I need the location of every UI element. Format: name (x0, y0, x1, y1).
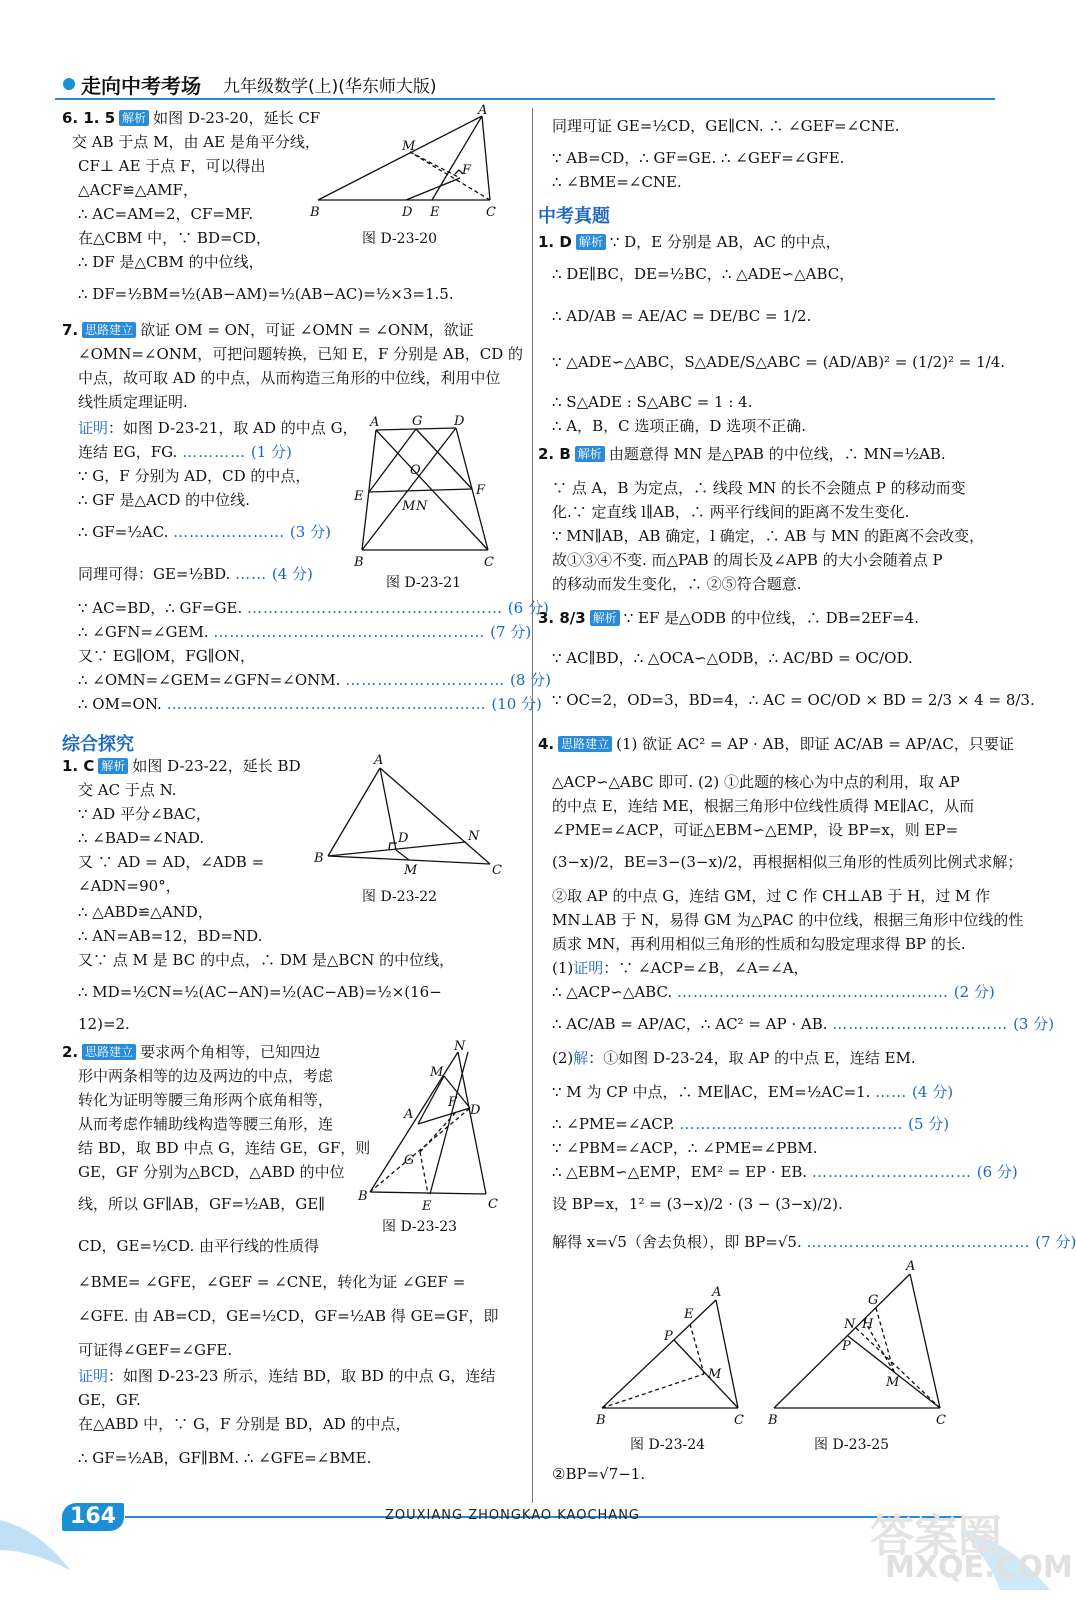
c1-line: 1. C 解析 如图 D-23-22，延长 BD (62, 757, 301, 775)
analysis-tag: 解析 (590, 610, 620, 626)
proof-line: ∴ OM=ON. …………………………………………………… (10 分) (78, 695, 542, 713)
svg-text:C: C (734, 1413, 744, 1428)
text-line: ∴ DF 是△CBM 的中位线， (78, 253, 264, 271)
proof-line: ∴ △ACP∽△ABC. …………………………………………… (2 分) (552, 983, 995, 1001)
text-line: 故①③④不变. 而△PAB 的周长及∠APB 的大小会随着点 P (552, 551, 943, 569)
svg-text:C: C (488, 1197, 498, 1212)
svg-text:G: G (868, 1293, 879, 1308)
text-line: 在△CBM 中，∵ BD=CD， (78, 229, 272, 247)
q7-line: 7. 思路建立 欲证 OM = ON，可证 ∠OMN = ∠ONM，欲证 (62, 321, 474, 339)
svg-text:D: D (470, 1103, 481, 1118)
proof-line: ∴ △EBM∽△EMP，EM² = EP · EB. ………………………… (6 分) (552, 1163, 1018, 1181)
svg-text:E: E (422, 1199, 432, 1214)
text-line: (3−x)/2，BE=3−(3−x)/2，再根据相似三角形的性质列比例式求解； (552, 853, 1023, 871)
proof-line: (1)证明：∵ ∠ACP=∠B，∠A=∠A， (552, 959, 809, 977)
svg-text:F: F (462, 163, 472, 178)
figure-caption: 图 D-23-22 (362, 889, 438, 905)
text-line: 线，所以 GF∥AB，GF=½AB，GE∥ (78, 1195, 326, 1213)
text-line: 从而考虑作辅助线构造等腰三角形，连 (78, 1115, 334, 1133)
analysis-tag: 解析 (119, 110, 149, 126)
idea-tag: 思路建立 (82, 322, 136, 338)
svg-text:C: C (484, 555, 494, 570)
figure-d-23-22 (314, 753, 504, 878)
figure-caption: 图 D-23-24 (630, 1437, 706, 1453)
text-line: ∠BME= ∠GFE，∠GEF = ∠CNE，转化为证 ∠GEF = (78, 1273, 466, 1291)
page-footer (0, 1490, 1073, 1600)
text-line: ∴ MD=½CN=½(AC−AN)=½(AC−AB)=½×(16− (78, 983, 442, 1001)
u1-line: 3. 8/3 解析 ∵ EF 是△ODB 的中位线，∴ DB=2EF=4. (538, 609, 919, 627)
svg-text:M: M (404, 863, 418, 878)
text-line: ∴ AN=AB=12，BD=ND. (78, 927, 263, 945)
text-line: ∠GFE. 由 AB=CD，GE=½CD，GF=½AB 得 GE=GF，即 (78, 1307, 499, 1325)
svg-text:O: O (410, 463, 421, 478)
proof-line: 证明：如图 D-23-21，取 AD 的中点 G， (78, 419, 358, 437)
svg-text:N: N (454, 1039, 466, 1054)
figure-caption: 图 D-23-25 (814, 1437, 890, 1453)
text-line: 化.∵ 定直线 l∥AB，∴ 两平行线间的距离不发生变化. (552, 503, 910, 521)
text-line: ∠OMN=∠ONM，可把问题转换，已知 E，F 分别是 AB，CD 的 (78, 345, 524, 363)
text-line: ∵ △ADE∽△ABC，S△ADE/S△ABC = (AD/AB)² = (1/2)² = 1/4. (552, 353, 1006, 371)
figure-d-23-21 (354, 414, 504, 570)
text-line: ∴ AD/AB = AE/AC = DE/BC = 1/2. (552, 307, 812, 325)
text-line: 同理可证 GE=½CD，GE∥CN. ∴ ∠GEF=∠CNE. (552, 117, 900, 135)
svg-text:M: M (430, 1065, 444, 1080)
text-line: 的中点 E，连结 ME，根据三角形中位线性质得 ME∥AC，从而 (552, 797, 975, 815)
text-line: ∵ OC=2，OD=3，BD=4，∴ AC = OC/OD × BD = 2/3 × 4 = 8/3. (552, 691, 1035, 709)
text-line: ∴ ∠BAD=∠NAD. (78, 829, 205, 847)
svg-text:M: M (886, 1375, 900, 1390)
proof-line: ∵ M 为 CP 中点，∴ ME∥AC，EM=½AC=1. …… (4 分) (552, 1083, 954, 1101)
text-line: ∴ △ABD≌△AND， (78, 903, 213, 921)
proof-line: 解得 x=√5（舍去负根），即 BP=√5. …………………………………… (7 分) (552, 1233, 1076, 1251)
svg-text:E: E (354, 489, 364, 504)
figure-d-23-20 (310, 103, 500, 220)
book-brand: 走向中考考场 (81, 74, 201, 98)
text-line: CF⊥ AE 于点 F，可以得出 (78, 157, 266, 175)
text-line: 的移动而发生变化，∴ ②⑤符合题意. (552, 575, 802, 593)
text-line: ∵ MN∥AB，AB 确定，l 确定，∴ AB 与 MN 的距离不会改变， (552, 527, 985, 545)
svg-text:A: A (712, 1285, 722, 1300)
text-line: 中点，故可取 AD 的中点，从而构造三角形的中位线，利用中位 (78, 369, 501, 387)
column-divider (532, 108, 533, 1503)
svg-text:D: D (398, 831, 409, 846)
footer-series-title: ZOUXIANG ZHONGKAO KAOCHANG (385, 1508, 640, 1523)
page-number: 164 (62, 1503, 124, 1531)
text-line: ∠ADN=90°， (78, 877, 181, 895)
svg-text:H: H (862, 1317, 874, 1332)
text-line: ∵ ∠PBM=∠ACP，∴ ∠PME=∠PBM. (552, 1139, 818, 1157)
text-line: ∴ A，B，C 选项正确，D 选项不正确. (552, 417, 806, 435)
text-line: 又∵ 点 M 是 BC 的中点，∴ DM 是△BCN 的中位线， (78, 951, 455, 969)
text-line: 在△ABD 中，∵ G，F 分别是 BD，AD 的中点， (78, 1415, 411, 1433)
text-line: 设 BP=x，1² = (3−x)/2 · (3 − (3−x)/2). (552, 1195, 843, 1213)
svg-text:A: A (906, 1259, 916, 1274)
svg-text:B: B (358, 1189, 368, 1204)
svg-text:M: M (402, 139, 416, 154)
text-line: 线性质定理证明. (78, 393, 188, 411)
text-line: △ACP∽△ABC 即可. (2) ①此题的核心为中点的利用，取 AP (552, 773, 960, 791)
svg-text:G: G (412, 414, 423, 429)
svg-text:M: M (708, 1367, 722, 1382)
svg-text:B: B (354, 555, 364, 570)
svg-text:D: D (402, 205, 413, 220)
proof-line: ∵ AC=BD，∴ GF=GE. ………………………………………… (6 分) (78, 599, 549, 617)
svg-text:B: B (768, 1413, 778, 1428)
proof-line: (2)解：①如图 D-23-24，取 AP 的中点 E，连结 EM. (552, 1049, 916, 1067)
text-line: ∵ G，F 分别为 AD，CD 的中点， (78, 467, 311, 485)
analysis-tag: 解析 (98, 758, 128, 774)
proof-line: ∴ ∠GFN=∠GEM. …………………………………………… (7 分) (78, 623, 532, 641)
svg-text:B: B (596, 1413, 606, 1428)
text-line: ∴ ∠BME=∠CNE. (552, 173, 682, 191)
text-line: 可证得∠GEF=∠GFE. (78, 1341, 233, 1359)
svg-text:A: A (478, 103, 488, 118)
svg-text:E: E (430, 205, 440, 220)
text-line: 质求 MN，再利用相似三角形的性质和勾股定理求得 BP 的长. (552, 935, 966, 953)
figure-caption: 图 D-23-21 (386, 575, 462, 591)
svg-text:C: C (486, 205, 496, 220)
svg-text:C: C (936, 1413, 946, 1428)
page-header (55, 70, 1005, 106)
text-line: ∴ DF=½BM=½(AB−AM)=½(AB−AC)=½×3=1.5. (78, 285, 454, 303)
proof-line: ∴ GF=½AC. ………………… (3 分) (78, 523, 331, 541)
svg-text:P: P (664, 1329, 673, 1344)
svg-text:N: N (416, 499, 428, 514)
svg-text:G: G (404, 1153, 415, 1168)
section-title: 综合探究 (62, 734, 134, 755)
text-line: ∴ S△ADE : S△ABC = 1 : 4. (552, 393, 753, 411)
proof-line: ∴ AC/AB = AP/AC，∴ AC² = AP · AB. …………………………… (3 分) (552, 1015, 1055, 1033)
proof-line: ∴ ∠OMN=∠GEM=∠GFN=∠ONM. ………………………… (8 分) (78, 671, 552, 689)
text-line: △ACF≌△AMF， (78, 181, 198, 199)
d1-line: 2. 思路建立 要求两个角相等，已知四边 (62, 1043, 321, 1061)
svg-text:B: B (314, 851, 324, 866)
figure-d-23-23 (358, 1039, 508, 1216)
svg-text:F: F (448, 1095, 458, 1110)
idea-tag: 思路建立 (82, 1044, 136, 1060)
idea-tag: 思路建立 (558, 736, 612, 752)
text-line: MN⊥AB 于 N，易得 GM 为△PAC 的中位线，根据三角形中位线的性 (552, 911, 1024, 929)
text-line: GE，GF 分别为△BCD，△ABD 的中位 (78, 1163, 345, 1181)
text-line: 交 AB 于点 M，由 AE 是角平分线， (72, 133, 320, 151)
watermark-url: MXQE.COM (885, 1550, 1073, 1585)
svg-text:C: C (492, 863, 502, 878)
svg-text:M: M (402, 499, 416, 514)
text-line: ∴ GF 是△ACD 的中位线. (78, 491, 250, 509)
svg-text:N: N (844, 1317, 856, 1332)
text-line: 形中两条相等的边及两边的中点，考虑 (78, 1067, 334, 1085)
figure-d-23-25 (764, 1258, 954, 1428)
svg-text:A: A (370, 415, 380, 430)
svg-text:D: D (454, 414, 465, 429)
text-line: 12)=2. (78, 1015, 130, 1033)
text-line: ∠PME=∠ACP，可证△EBM∽△EMP，设 BP=x，则 EP= (552, 821, 959, 839)
figure-d-23-24 (592, 1278, 752, 1428)
text-line: CD，GE=½CD. 由平行线的性质得 (78, 1237, 320, 1255)
text-line: GE，GF. (78, 1391, 141, 1409)
text-line: ∵ AC∥BD，∴ △OCA∽△ODB，∴ AC/BD = OC/OD. (552, 649, 913, 667)
header-rule (55, 98, 995, 100)
proof-line: 证明：如图 D-23-23 所示，连结 BD，取 BD 的中点 G，连结 (78, 1367, 496, 1385)
t1-line: 2. B 解析 由题意得 MN 是△PAB 的中位线，∴ MN=½AB. (538, 445, 946, 463)
s1-line: 1. D 解析 ∵ D，E 分别是 AB，AC 的中点， (538, 233, 841, 251)
bullet-icon (63, 78, 75, 90)
v1-line: 4. 思路建立 (1) 欲证 AC² = AP · AB，即证 AC/AB = AP/AC，只要证 (538, 735, 1014, 753)
watermark: 答案圈 (870, 1511, 1002, 1562)
text-line: ②BP=√7−1. (552, 1465, 646, 1483)
proof-line: 同理可得：GE=½BD. …… (4 分) (78, 565, 313, 583)
text-line: ∵ AD 平分∠BAC， (78, 805, 211, 823)
text-line: ②取 AP 的中点 G，连结 GM，过 C 作 CH⊥AB 于 H，过 M 作 (552, 887, 991, 905)
figure-caption: 图 D-23-20 (362, 231, 438, 247)
text-line: ∴ AC=AM=2，CF=MF. (78, 205, 254, 223)
text-line: 转化为证明等腰三角形两个底角相等， (78, 1091, 334, 1109)
section-title: 中考真题 (538, 206, 610, 227)
proof-line: 连结 EG，FG. ………… (1 分) (78, 443, 292, 461)
text-line: ∵ AB=CD，∴ GF=GE. ∴ ∠GEF=∠GFE. (552, 149, 845, 167)
svg-text:F: F (476, 483, 486, 498)
book-subtitle: 九年级数学(上)(华东师大版) (223, 77, 437, 97)
text-line: 结 BD，取 BD 中点 G，连结 GE，GF，则 (78, 1139, 371, 1157)
svg-text:P: P (842, 1339, 851, 1354)
figure-caption: 图 D-23-23 (382, 1219, 458, 1235)
analysis-tag: 解析 (576, 234, 606, 250)
analysis-tag: 解析 (575, 446, 605, 462)
proof-line: ∴ ∠PME=∠ACP. …………………………………… (5 分) (552, 1115, 950, 1133)
q6-line: 6. 1. 5 解析 如图 D-23-20，延长 CF (62, 109, 321, 127)
text-line: 交 AC 于点 N. (78, 781, 177, 799)
text-line: ∴ DE∥BC，DE=½BC，∴ △ADE∽△ABC， (552, 265, 855, 283)
svg-text:E: E (684, 1307, 694, 1322)
svg-text:N: N (468, 829, 480, 844)
svg-text:B: B (310, 205, 320, 220)
text-line: 又 ∵ AD = AD，∠ADB = (78, 853, 265, 871)
svg-text:A: A (374, 753, 384, 768)
text-line: 又∵ EG∥OM，FG∥ON， (78, 647, 256, 665)
text-line: ∴ GF=½AB，GF∥BM. ∴ ∠GFE=∠BME. (78, 1449, 372, 1467)
svg-text:A: A (404, 1107, 414, 1122)
text-line: ∵ 点 A，B 为定点，∴ 线段 MN 的长不会随点 P 的移动而变 (552, 479, 966, 497)
